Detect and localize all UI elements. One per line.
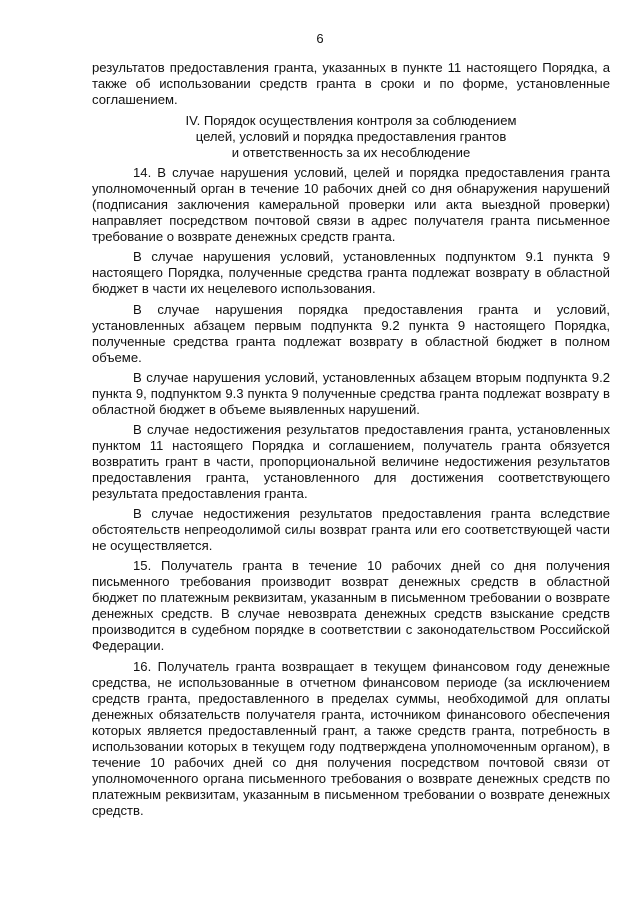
paragraph-clause-14: 14. В случае нарушения условий, целей и порядка предоставления гранта уполномоченный орган в течение 10 рабочих дней со дня обнаружения нарушений (подписания заключения камеральной проверки или акта выездной проверки) направляет посредством почтовой связи в адрес получателя гранта письменное требование о возврате денежных средств гранта. <box>92 165 610 245</box>
paragraph-clause-16: 16. Получатель гранта возвращает в текущем финансовом году денежные средства, не использованные в отчетном финансовом периоде (за исключением средств гранта, предоставленного в пределах суммы, необходимой для оплаты денежных обязательств получателя гранта, источником финансового обеспечения которых является предоставленный грант, а также средств гранта, потребность в использовании которых в текущем году подтверждена уполномоченным органом), в течение 10 рабочих дней со дня получения посредством почтовой связи от уполномоченного органа письменного требования о возврате денежных средств по платежным реквизитам, указанным в письменном требовании о возврате денежных средств. <box>92 658 610 818</box>
paragraph-force-majeure: В случае недостижения результатов предоставления гранта вследствие обстоятельств непреодолимой силы возврат гранта или его соответствующей части не осуществляется. <box>92 506 610 554</box>
paragraph-violation-9-2-first: В случае нарушения порядка предоставления гранта и условий, установленных абзацем первым подпункта 9.2 пункта 9 настоящего Порядка, полученные средства гранта подлежат возврату в областной бюджет в полном объеме. <box>92 301 610 365</box>
paragraph-violation-9-1: В случае нарушения условий, установленных подпунктом 9.1 пункта 9 настоящего Порядка, полученные средства гранта подлежат возврату в областной бюджет в части их нецелевого использования. <box>92 249 610 297</box>
paragraph-results-not-achieved: В случае недостижения результатов предоставления гранта, установленных пунктом 11 настоящего Порядка и соглашением, получатель гранта обязуется возвратить грант в части, пропорциональной величине недостижения результатов предоставления гранта, установленного для достижения соответствующего результата предоставления гранта. <box>92 421 610 502</box>
section-heading-line: и ответственность за их несоблюдение <box>231 145 471 161</box>
section-heading-line: IV. Порядок осуществления контроля за соблюдением <box>185 113 517 129</box>
document-body <box>92 60 610 819</box>
paragraph-violation-9-2-second: В случае нарушения условий, установленных абзацем вторым подпункта 9.2 пункта 9, подпунктом 9.3 пункта 9 полученные средства гранта подлежат возврату в областной бюджет в объеме выявленных нарушений. <box>92 369 610 417</box>
section-heading-line: целей, условий и порядка предоставления грантов <box>195 129 507 145</box>
paragraph-clause-15: 15. Получатель гранта в течение 10 рабочих дней со дня получения письменного требования производит возврат денежных средств в областной бюджет по платежным реквизитам, указанным в письменном требовании о возврате денежных средств. В случае невозврата денежных средств взыскание средств производится в судебном порядке в соответствии с законодательством Российской Федерации. <box>92 558 610 654</box>
section-heading <box>92 113 610 161</box>
continued-paragraph: результатов предоставления гранта, указанных в пункте 11 настоящего Порядка, а также об использовании средств гранта в сроки и по форме, установленные соглашением. <box>92 60 610 108</box>
page-number: 6 <box>316 31 324 46</box>
